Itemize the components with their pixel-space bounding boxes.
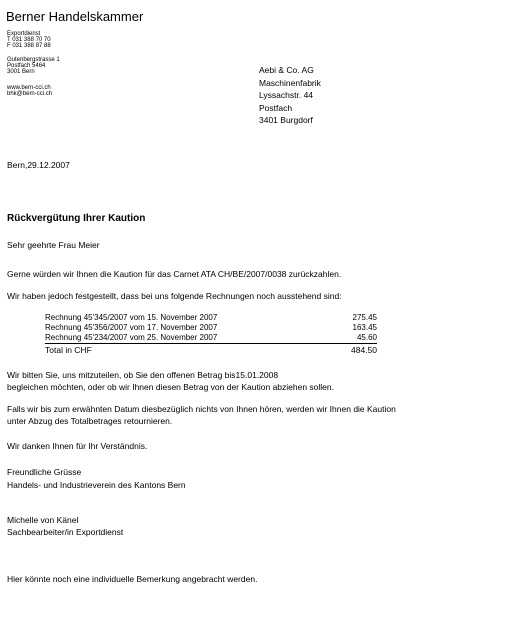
paragraph-request-line2: begleichen möchten, oder ob wir Ihnen diesen Betrag von der Kaution abziehen sollen. [7, 382, 334, 392]
paragraph-return-line2: unter Abzug des Totalbetrages retournieren. [7, 416, 173, 426]
invoice-description: Rechnung 45'356/2007 vom 17. November 2007 [45, 323, 218, 332]
letterhead-department: Exportdienst [7, 31, 41, 37]
recipient-postbox: Postfach [259, 102, 293, 113]
table-row [45, 313, 377, 323]
total-label: Total in CHF [45, 344, 333, 357]
letterhead-street: Gutenbergstrasse 1 [7, 57, 60, 63]
table-row [45, 333, 377, 344]
paragraph-return-line1: Falls wir bis zum erwähnten Datum diesbezüglich nichts von Ihnen hören, werden wir Ihnen die Kaution [7, 404, 396, 414]
invoice-description: Rechnung 45'345/2007 vom 15. November 2007 [45, 313, 218, 322]
recipient-line2: Maschinenfabrik [259, 77, 321, 88]
salutation: Sehr geehrte Frau Meier [7, 240, 100, 250]
invoice-amount: 275.45 [352, 313, 377, 322]
closing-organization: Handels- und Industrieverein des Kantons Bern [7, 480, 186, 490]
closing-greeting: Freundliche Grüsse [7, 467, 82, 477]
table-row [45, 323, 377, 333]
letterhead-phone: T 031 388 70 70 [7, 37, 51, 43]
total-amount: 484.50 [333, 344, 377, 357]
letterhead-fax: F 031 388 87 88 [7, 43, 51, 49]
paragraph-refund: Gerne würden wir Ihnen die Kaution für das Carnet ATA CH/BE/2007/0038 zurückzahlen. [7, 269, 342, 279]
individual-remark: Hier könnte noch eine individuelle Bemerkung angebracht werden. [7, 574, 258, 584]
subject-heading: Rückvergütung Ihrer Kaution [7, 213, 146, 224]
recipient-street: Lyssachstr. 44 [259, 90, 314, 100]
letterhead-email[interactable]: bhk@bern-cci.ch [7, 91, 53, 97]
recipient-city: 3401 Burgdorf [259, 115, 313, 125]
letterhead-city: 3001 Bern [7, 69, 35, 75]
invoice-table [45, 313, 377, 356]
signer-title: Sachbearbeiter/in Exportdienst [7, 527, 124, 537]
recipient-address [259, 64, 321, 127]
letterhead-website[interactable]: www.bern-cci.ch [7, 85, 51, 91]
paragraph-thanks: Wir danken Ihnen für Ihr Verständnis. [7, 441, 148, 451]
invoice-amount: 45.60 [356, 333, 377, 342]
invoice-amount: 163.45 [352, 323, 377, 332]
signer-name: Michelle von Känel [7, 515, 79, 525]
invoice-description: Rechnung 45'234/2007 vom 25. November 2007 [45, 333, 218, 342]
recipient-company: Aebi & Co. AG [259, 65, 314, 75]
letterhead-organization: Berner Handelskammer [6, 9, 144, 24]
paragraph-outstanding: Wir haben jedoch festgestellt, dass bei uns folgende Rechnungen noch ausstehend sind: [7, 291, 342, 301]
date-line: Bern,29.12.2007 [7, 160, 70, 170]
total-row [45, 344, 377, 357]
letterhead-postbox: Postfach 5464 [7, 63, 46, 69]
paragraph-request-line1: Wir bitten Sie, uns mitzuteilen, ob Sie den offenen Betrag bis15.01.2008 [7, 370, 279, 380]
